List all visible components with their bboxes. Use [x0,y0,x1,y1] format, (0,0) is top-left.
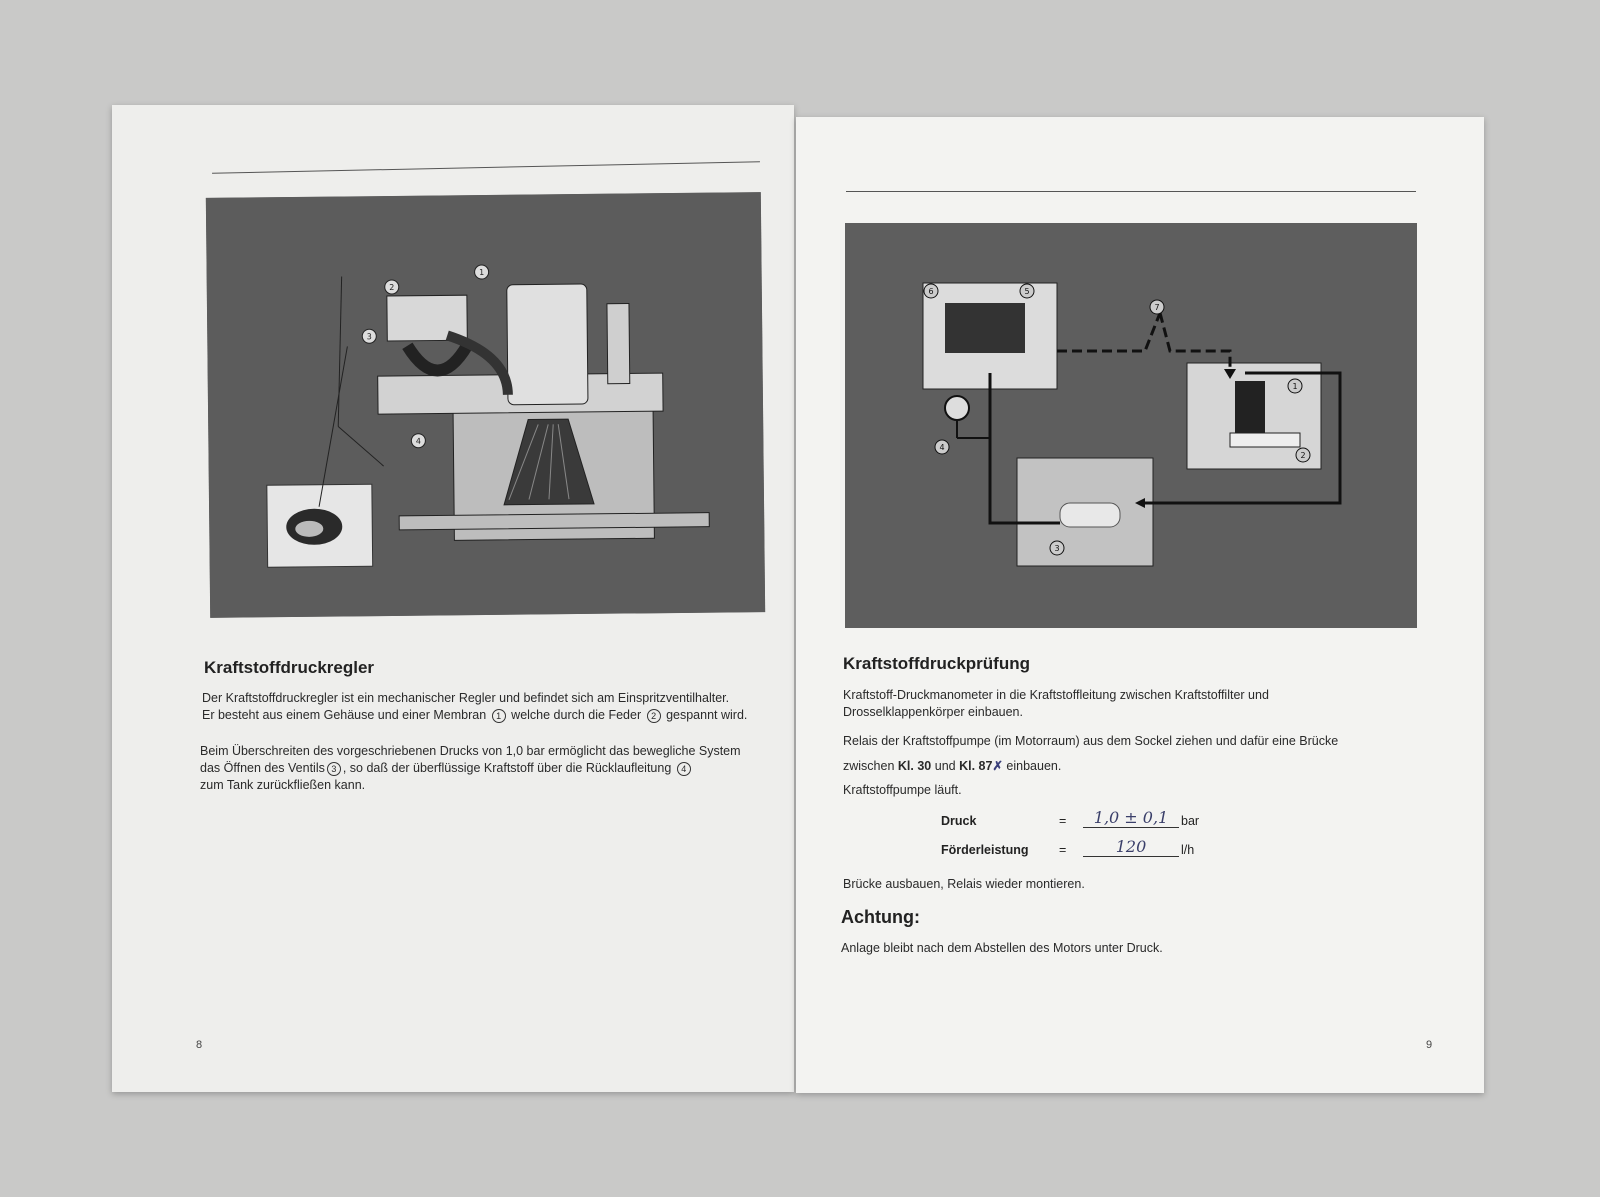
spec-equals: = [1059,843,1067,857]
spec-row-flow [941,837,1241,863]
text-line: Der Kraftstoffdruckregler ist ein mechanischer Regler und befindet sich am Einspritzventilhalter. [202,691,730,705]
terminal-label: Kl. 87 [959,759,993,773]
callout-label: 2 [389,282,395,293]
handwritten-value: 1,0 ± 0,1 [1083,808,1179,828]
pressure-gauge-icon [945,396,969,420]
page-number: 8 [196,1039,203,1051]
header-rule [846,191,1416,192]
remove-bridge-text: Brücke ausbauen, Relais wieder montieren. [843,877,1085,891]
callout-label: 7 [1154,303,1160,312]
fuel-pressure-test-figure [845,223,1417,628]
callout-label: 4 [939,443,945,452]
callout-label: 1 [1292,382,1298,391]
text-line: welche durch die Feder [511,708,642,722]
callout-marker: 4 [677,762,691,776]
text-line: das Öffnen des Ventils [200,761,325,775]
section-title: Kraftstoffdruckregler [204,658,375,677]
test-setup-diagram [845,223,1417,628]
warning-text: Anlage bleibt nach dem Abstellen des Motors unter Druck. [841,941,1163,955]
callout-label: 1 [479,268,485,278]
text-line: Beim Überschreiten des vorgeschriebenen Drucks von 1,0 bar ermöglicht das bewegliche System [200,744,741,758]
page-number: 9 [1426,1039,1433,1051]
callout-marker: 1 [492,709,506,723]
callout-marker: 2 [647,709,661,723]
text-line: Relais der Kraftstoffpumpe (im Motorraum) aus dem Sockel ziehen und dafür eine Brücke [843,734,1339,748]
callout-label: 3 [366,332,372,342]
spec-label: Förderleistung [941,843,1029,857]
callout-label: 3 [1054,544,1060,553]
instruction-manometer [843,687,1403,721]
text-line: Drosselklappenkörper einbauen. [843,705,1023,719]
warning-title: Achtung: [841,907,920,927]
right-page [796,117,1484,1093]
text-line: und [934,759,956,773]
spec-row-pressure [941,808,1241,834]
text-line: gespannt wird. [666,708,748,722]
regulator-operation [200,743,770,794]
spec-unit: l/h [1181,843,1195,857]
callout-label: 6 [928,287,934,296]
text-line: Kraftstoff-Druckmanometer in die Kraftstoffleitung zwischen Kraftstoffilter und [843,688,1269,702]
terminal-label: Kl. 30 [897,759,932,773]
handwritten-x-mark: ✗ [992,759,1003,773]
callout-label: 5 [1024,287,1030,296]
text-line: , so daß der überflüssige Kraftstoff über die Rücklaufleitung [342,761,672,775]
text-line: zwischen [843,759,895,773]
text-line: einbauen. [1006,759,1062,773]
handwritten-value: 120 [1083,837,1179,857]
section-title: Kraftstoffdruckprüfung [843,654,1030,673]
callout-label: 4 [415,436,421,446]
instruction-relay [843,729,1413,779]
spec-unit: bar [1181,814,1200,828]
callout-marker: 3 [327,762,341,776]
header-rule [212,161,760,173]
regulator-description [202,690,762,724]
spec-label: Druck [941,814,977,828]
text-line: zum Tank zurückfließen kann. [200,778,366,792]
fuel-pressure-regulator-figure [206,192,765,618]
pump-running-text: Kraftstoffpumpe läuft. [843,783,962,797]
regulator-cutaway-drawing [206,192,765,618]
text-line: Er besteht aus einem Gehäuse und einer Membran [202,708,487,722]
spec-equals: = [1059,814,1067,828]
callout-label: 2 [1300,451,1306,460]
left-page [112,105,794,1092]
